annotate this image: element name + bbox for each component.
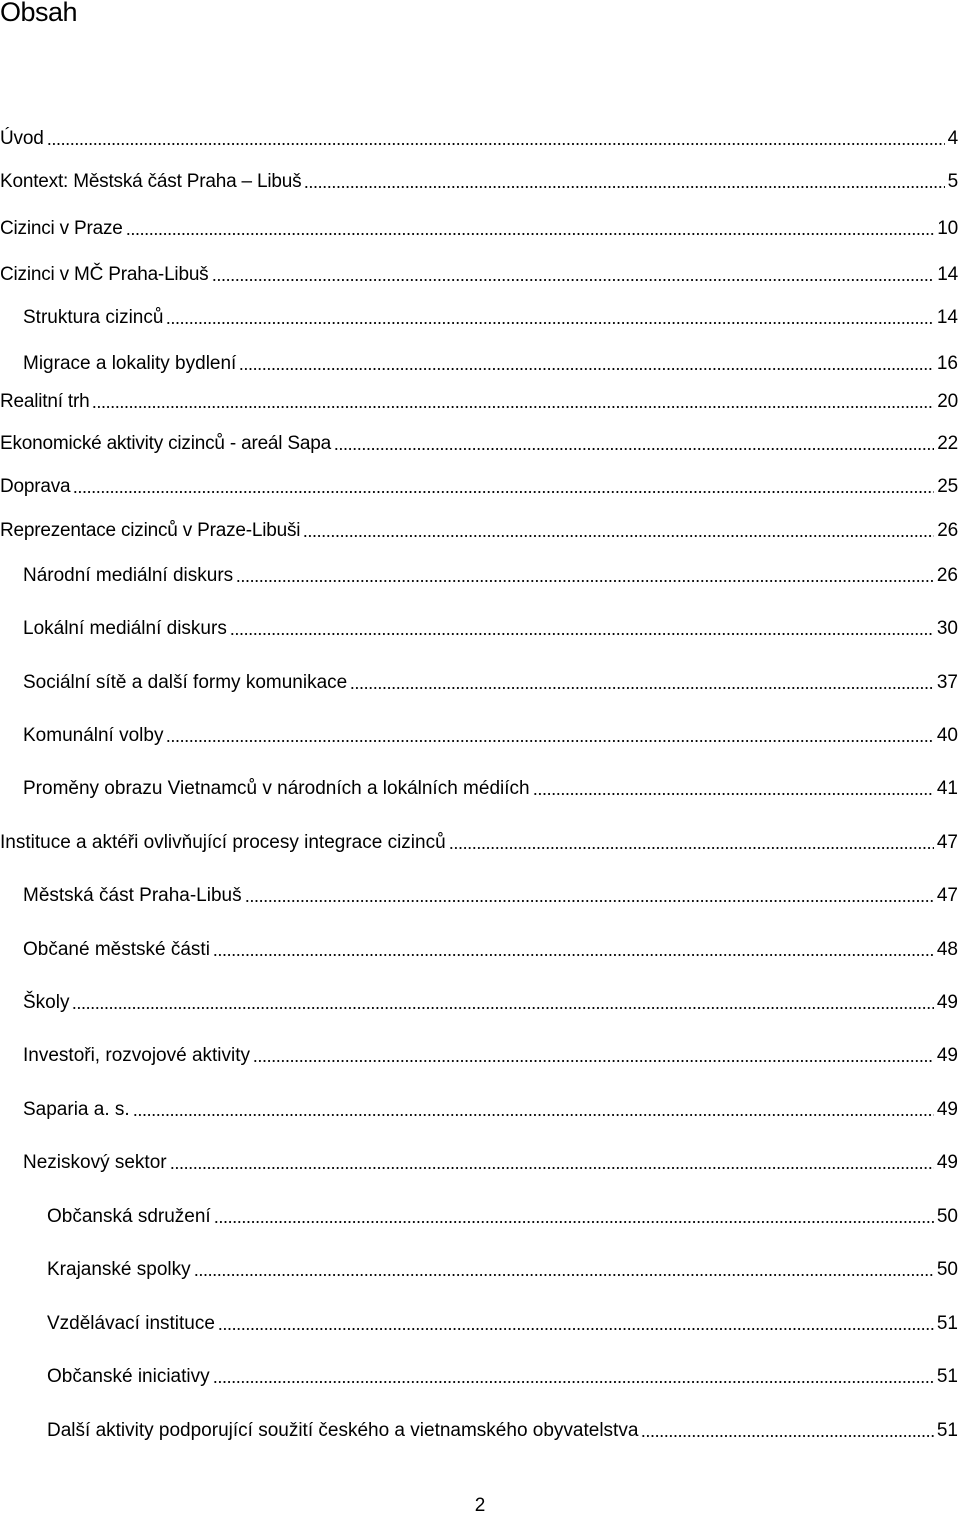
toc-entry[interactable] bbox=[0, 260, 958, 286]
toc-entry-page: 50 bbox=[936, 1259, 958, 1280]
toc-entry-title: Realitní trh bbox=[0, 391, 90, 412]
dot-leader bbox=[166, 321, 933, 325]
dot-leader bbox=[213, 953, 934, 957]
toc-entry[interactable] bbox=[0, 828, 958, 854]
toc-entry-title: Komunální volby bbox=[23, 725, 164, 746]
toc-entry-title: Proměny obrazu Vietnamců v národních a lokálních médiích bbox=[23, 778, 530, 799]
toc-entry[interactable] bbox=[0, 1416, 958, 1442]
toc-entry-page: 5 bbox=[947, 171, 958, 192]
toc-entry-page: 20 bbox=[937, 391, 958, 412]
toc-entry[interactable] bbox=[0, 124, 958, 150]
toc-entry-page: 30 bbox=[936, 618, 958, 639]
toc-entry-title: Ekonomické aktivity cizinců - areál Sapa bbox=[0, 433, 331, 454]
toc-entry-page: 4 bbox=[947, 128, 958, 149]
toc-entry[interactable] bbox=[0, 429, 958, 455]
dot-leader bbox=[350, 686, 934, 690]
toc-entry[interactable] bbox=[0, 214, 958, 240]
dot-leader bbox=[230, 632, 934, 636]
toc-entry[interactable] bbox=[0, 561, 958, 587]
toc-entry[interactable] bbox=[0, 988, 958, 1014]
toc-entry-page: 25 bbox=[937, 476, 958, 497]
toc-entry-page: 26 bbox=[937, 520, 958, 541]
toc-entry-title: Struktura cizinců bbox=[23, 307, 164, 328]
toc-entry[interactable] bbox=[0, 303, 958, 329]
dot-leader bbox=[214, 1220, 934, 1224]
toc-entry-title: Sociální sítě a další formy komunikace bbox=[23, 672, 348, 693]
toc-entry-title: Úvod bbox=[0, 128, 44, 149]
toc-entry-page: 48 bbox=[936, 939, 958, 960]
dot-leader bbox=[126, 232, 935, 236]
toc-entry-title: Vzdělávací instituce bbox=[47, 1313, 215, 1334]
toc-entry-page: 10 bbox=[937, 218, 958, 239]
toc-entry[interactable] bbox=[0, 349, 958, 375]
toc-entry-page: 14 bbox=[936, 307, 958, 328]
dot-leader bbox=[218, 1327, 934, 1331]
toc-entry-title: Instituce a aktéři ovlivňující procesy integrace cizinců bbox=[0, 832, 446, 853]
toc-entry[interactable] bbox=[0, 1095, 958, 1121]
toc-entry-page: 16 bbox=[936, 353, 958, 374]
toc-entry-page: 51 bbox=[936, 1313, 958, 1334]
dot-leader bbox=[303, 534, 934, 538]
toc-entry-title: Investoři, rozvojové aktivity bbox=[23, 1045, 251, 1066]
dot-leader bbox=[213, 1380, 934, 1384]
toc-entry-title: Občanská sdružení bbox=[47, 1206, 211, 1227]
dot-leader bbox=[166, 739, 933, 743]
dot-leader bbox=[334, 447, 934, 451]
toc-entry[interactable] bbox=[0, 516, 958, 542]
toc-entry-page: 51 bbox=[936, 1366, 958, 1387]
toc-entry-title: Městská část Praha-Libuš bbox=[23, 885, 242, 906]
dot-leader bbox=[47, 142, 945, 146]
dot-leader bbox=[72, 1006, 933, 1010]
toc-entry[interactable] bbox=[0, 1255, 958, 1281]
dot-leader bbox=[533, 792, 934, 796]
toc-entry-title: Cizinci v MČ Praha-Libuš bbox=[0, 264, 209, 285]
toc-entry[interactable] bbox=[0, 387, 958, 413]
toc-entry[interactable] bbox=[0, 935, 958, 961]
page-number: 2 bbox=[474, 1495, 486, 1516]
toc-entry-title: Saparia a. s. bbox=[23, 1099, 130, 1120]
toc-entry[interactable] bbox=[0, 167, 958, 193]
dot-leader bbox=[73, 490, 934, 494]
dot-leader bbox=[92, 405, 934, 409]
dot-leader bbox=[236, 579, 934, 583]
toc-entry-title: Migrace a lokality bydlení bbox=[23, 353, 237, 374]
toc-entry-title: Krajanské spolky bbox=[47, 1259, 191, 1280]
toc-entry[interactable] bbox=[0, 614, 958, 640]
toc-entry-page: 40 bbox=[936, 725, 958, 746]
dot-leader bbox=[641, 1434, 933, 1438]
toc-entry-title: Školy bbox=[23, 992, 70, 1013]
toc-entry-page: 51 bbox=[936, 1420, 958, 1441]
dot-leader bbox=[304, 185, 944, 189]
toc-entry-title: Reprezentace cizinců v Praze-Libuši bbox=[0, 520, 301, 541]
dot-leader bbox=[449, 846, 934, 850]
toc-entry-page: 47 bbox=[936, 885, 958, 906]
toc-entry-page: 22 bbox=[937, 433, 958, 454]
dot-leader bbox=[239, 367, 934, 371]
toc-entry-page: 50 bbox=[936, 1206, 958, 1227]
dot-leader bbox=[245, 899, 934, 903]
toc-entry-title: Občané městské části bbox=[23, 939, 210, 960]
toc-entry-page: 49 bbox=[936, 1152, 958, 1173]
toc-entry[interactable] bbox=[0, 668, 958, 694]
toc-entry[interactable] bbox=[0, 1202, 958, 1228]
toc-entry[interactable] bbox=[0, 774, 958, 800]
dot-leader bbox=[133, 1113, 934, 1117]
toc-entry-page: 14 bbox=[937, 264, 958, 285]
toc-entry-title: Doprava bbox=[0, 476, 71, 497]
toc-entry[interactable] bbox=[0, 1041, 958, 1067]
toc-entry-title: Národní mediální diskurs bbox=[23, 565, 234, 586]
toc-entry[interactable] bbox=[0, 472, 958, 498]
toc-entry-page: 37 bbox=[936, 672, 958, 693]
toc-entry[interactable] bbox=[0, 1362, 958, 1388]
dot-leader bbox=[253, 1059, 934, 1063]
dot-leader bbox=[212, 278, 935, 282]
toc-entry-page: 41 bbox=[936, 778, 958, 799]
toc-entry-page: 49 bbox=[936, 1099, 958, 1120]
toc-entry[interactable] bbox=[0, 1309, 958, 1335]
toc-entry-page: 49 bbox=[936, 1045, 958, 1066]
toc-entry-title: Lokální mediální diskurs bbox=[23, 618, 227, 639]
toc-entry-title: Cizinci v Praze bbox=[0, 218, 123, 239]
dot-leader bbox=[170, 1166, 934, 1170]
toc-entry-page: 49 bbox=[936, 992, 958, 1013]
page-title: Obsah bbox=[0, 0, 78, 27]
toc-entry-title: Občanské iniciativy bbox=[47, 1366, 210, 1387]
dot-leader bbox=[194, 1273, 934, 1277]
toc-entry[interactable] bbox=[0, 721, 958, 747]
toc-entry[interactable] bbox=[0, 881, 958, 907]
toc-entry-title: Kontext: Městská část Praha – Libuš bbox=[0, 171, 302, 192]
toc-entry-page: 26 bbox=[936, 565, 958, 586]
toc-entry[interactable] bbox=[0, 1148, 958, 1174]
toc-entry-title: Neziskový sektor bbox=[23, 1152, 167, 1173]
toc-entry-page: 47 bbox=[936, 832, 958, 853]
toc-entry-title: Další aktivity podporující soužití českého a vietnamského obyvatelstva bbox=[47, 1420, 639, 1441]
